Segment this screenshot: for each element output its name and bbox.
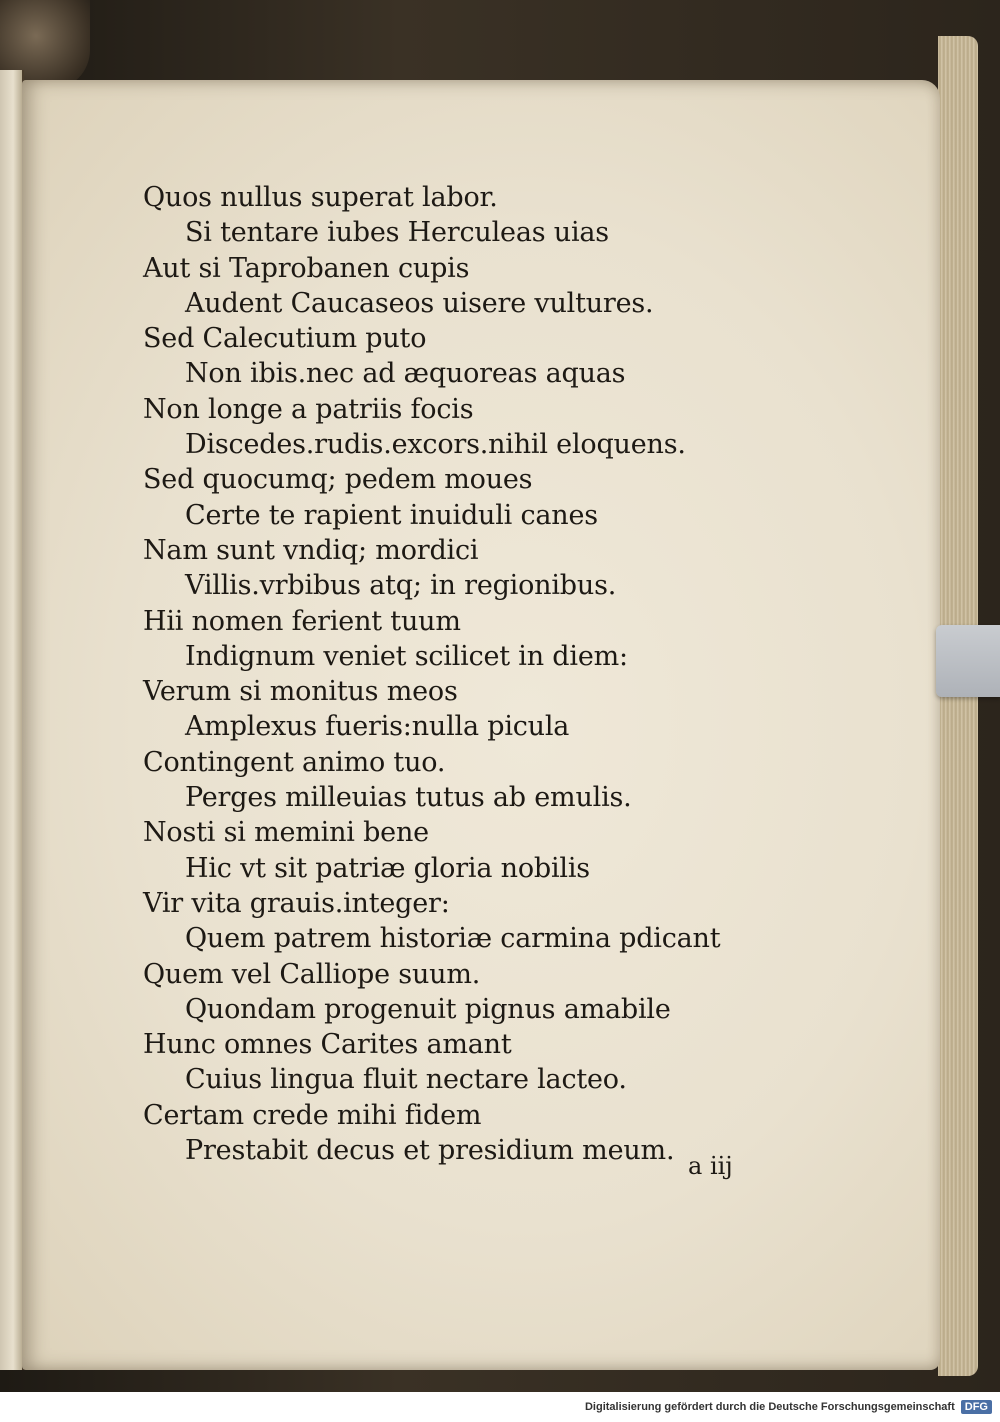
verse-line: Vir vita grauis.integer: <box>143 887 450 919</box>
verse-line: Si tentare iubes Herculeas uias <box>185 217 609 249</box>
verse-line: Hunc omnes Carites amant <box>143 1029 512 1061</box>
verse-line: Nosti si memini bene <box>143 817 429 849</box>
verse-line: Quos nullus superat labor. <box>143 182 498 213</box>
verse-line: Verum si monitus meos <box>143 676 458 708</box>
verse-line: Certe te rapient inuiduli canes <box>185 499 598 531</box>
bleed-through-text <box>762 250 952 1300</box>
verse-line: Sed quocumq; pedem moues <box>143 464 533 496</box>
verse-line: Aut si Taprobanen cupis <box>143 252 470 284</box>
verse-line: Certam crede mihi fidem <box>143 1099 482 1131</box>
verse-line: Audent Caucaseos uisere vultures. <box>185 287 654 319</box>
verse-line: Hic vt sit patriæ gloria nobilis <box>185 852 590 884</box>
poem-text <box>143 180 743 1168</box>
verse-line: Indignum veniet scilicet in diem: <box>185 640 628 672</box>
verse-line: Amplexus fueris:nulla picula <box>185 711 570 743</box>
signature-mark: a iij <box>688 1152 733 1180</box>
verse-line: Quem patrem historiæ carmina pdicant <box>185 923 721 955</box>
footer-credit: Digitalisierung gefördert durch die Deutsche Forschungsgemeinschaft <box>584 1401 955 1413</box>
verse-line: Non ibis.nec ad æquoreas aquas <box>185 358 626 390</box>
verse-line: Quondam progenuit pignus amabile <box>185 993 671 1025</box>
verse-line: Sed Calecutium puto <box>143 323 427 355</box>
verse-line: Cuius lingua fluit nectare lacteo. <box>185 1064 627 1096</box>
verse-line: Discedes.rudis.excors.nihil eloquens. <box>185 429 686 461</box>
verse-line: Nam sunt vndiq; mordici <box>143 534 479 566</box>
previous-page-edge <box>0 70 24 1370</box>
verse-line: Contingent animo tuo. <box>143 746 446 778</box>
page-clip-tab <box>936 625 1000 697</box>
verse-line: Non longe a patriis focis <box>143 393 474 425</box>
verse-line: Prestabit decus et presidium meum. <box>185 1135 675 1167</box>
dfg-logo-icon: DFG <box>961 1400 992 1414</box>
digitization-footer <box>0 1392 1000 1422</box>
verse-line: Hii nomen ferient tuum <box>143 605 461 637</box>
verse-line: Perges milleuias tutus ab emulis. <box>185 782 632 814</box>
verse-line: Villis.vrbibus atq; in regionibus. <box>185 570 617 602</box>
verse-line: Quem vel Calliope suum. <box>143 958 481 990</box>
